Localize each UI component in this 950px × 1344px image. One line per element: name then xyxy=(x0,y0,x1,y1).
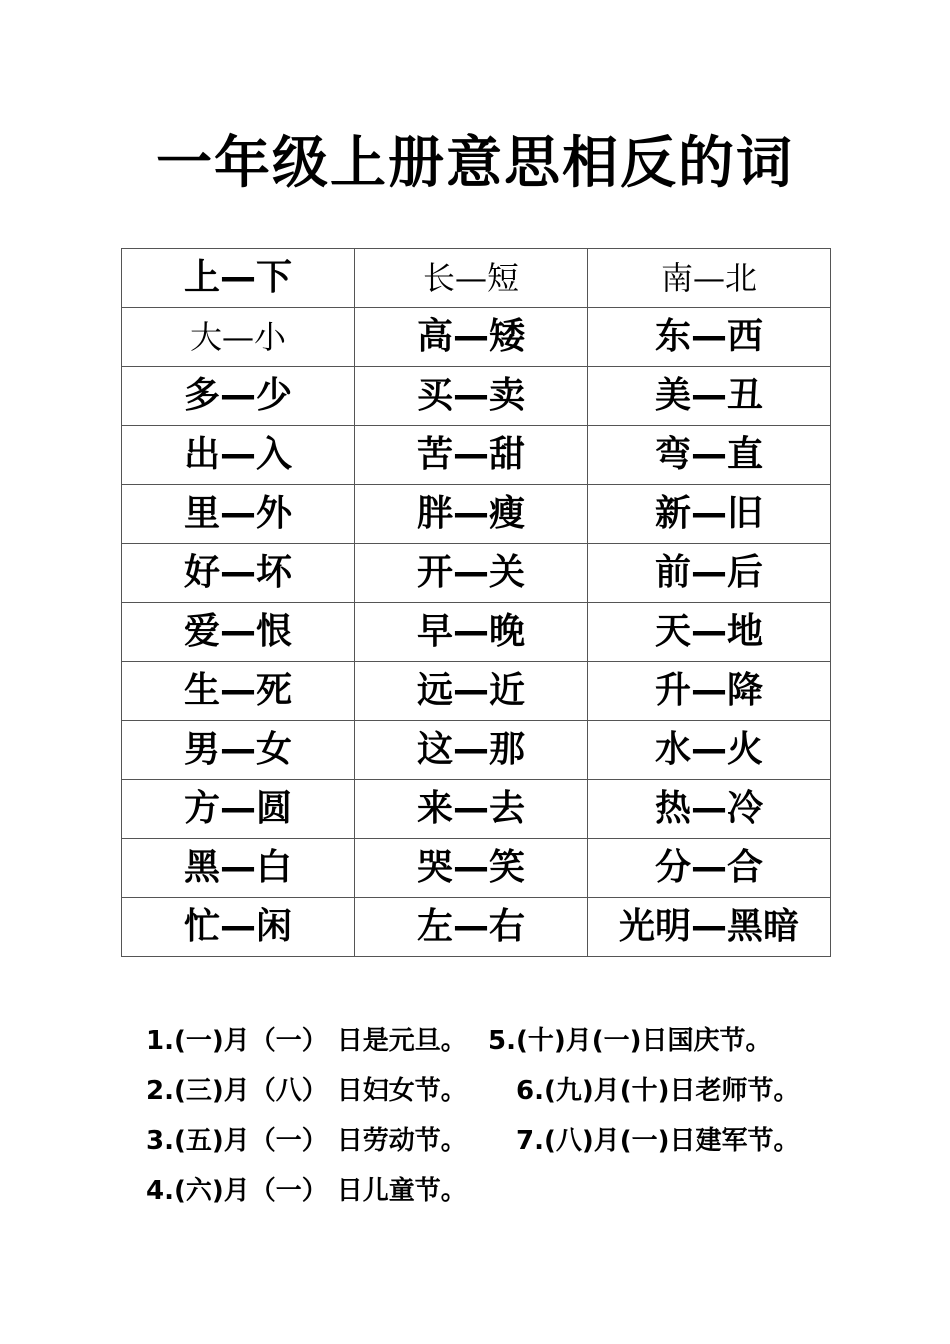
table-row xyxy=(122,249,831,308)
table-cell: 生—死 xyxy=(122,662,355,721)
table-row xyxy=(122,780,831,839)
table-row xyxy=(122,603,831,662)
table-cell: 光明—黑暗 xyxy=(588,898,831,957)
table-cell: 黑—白 xyxy=(122,839,355,898)
table-row xyxy=(122,426,831,485)
note-text: 4.(六)月（一） 日儿童节。 xyxy=(146,1176,467,1206)
table-cell: 东—西 xyxy=(588,308,831,367)
table-row xyxy=(122,898,831,957)
table-cell: 男—女 xyxy=(122,721,355,780)
table-cell: 长—短 xyxy=(355,249,588,308)
table-row xyxy=(122,544,831,603)
note-line xyxy=(146,1066,866,1116)
note-line xyxy=(146,1016,866,1066)
table-cell: 分—合 xyxy=(588,839,831,898)
note-text: 3.(五)月（一） 日劳动节。 xyxy=(146,1126,467,1156)
table-cell: 天—地 xyxy=(588,603,831,662)
table-row xyxy=(122,367,831,426)
table-cell: 升—降 xyxy=(588,662,831,721)
note-text: 6.(九)月(十)日老师节。 xyxy=(516,1076,800,1106)
table-row xyxy=(122,721,831,780)
table-cell: 胖—瘦 xyxy=(355,485,588,544)
note-text: 5.(十)月(一)日国庆节。 xyxy=(488,1026,772,1056)
table-cell: 多—少 xyxy=(122,367,355,426)
antonym-table xyxy=(121,248,831,957)
table-cell: 大—小 xyxy=(122,308,355,367)
note-line xyxy=(146,1166,866,1216)
table-row xyxy=(122,308,831,367)
table-cell: 前—后 xyxy=(588,544,831,603)
table-cell: 爱—恨 xyxy=(122,603,355,662)
table-cell: 苦—甜 xyxy=(355,426,588,485)
table-row xyxy=(122,839,831,898)
table-cell: 早—晚 xyxy=(355,603,588,662)
table-cell: 出—入 xyxy=(122,426,355,485)
holiday-notes xyxy=(146,1016,866,1216)
table-cell: 方—圆 xyxy=(122,780,355,839)
table-cell: 弯—直 xyxy=(588,426,831,485)
table-cell: 左—右 xyxy=(355,898,588,957)
table-row xyxy=(122,485,831,544)
table-cell: 南—北 xyxy=(588,249,831,308)
table-cell: 开—关 xyxy=(355,544,588,603)
table-cell: 热—冷 xyxy=(588,780,831,839)
table-cell: 高—矮 xyxy=(355,308,588,367)
note-text: 7.(八)月(一)日建军节。 xyxy=(516,1126,800,1156)
table-cell: 新—旧 xyxy=(588,485,831,544)
note-text: 2.(三)月（八） 日妇女节。 xyxy=(146,1076,467,1106)
table-cell: 水—火 xyxy=(588,721,831,780)
table-cell: 买—卖 xyxy=(355,367,588,426)
table-cell: 来—去 xyxy=(355,780,588,839)
table-cell: 好—坏 xyxy=(122,544,355,603)
page-title: 一年级上册意思相反的词 xyxy=(156,130,794,196)
table-row xyxy=(122,662,831,721)
table-cell: 美—丑 xyxy=(588,367,831,426)
table-cell: 上—下 xyxy=(122,249,355,308)
table-cell: 远—近 xyxy=(355,662,588,721)
note-line xyxy=(146,1116,866,1166)
table-cell: 忙—闲 xyxy=(122,898,355,957)
table-cell: 这—那 xyxy=(355,721,588,780)
table-cell: 哭—笑 xyxy=(355,839,588,898)
note-text: 1.(一)月（一） 日是元旦。 xyxy=(146,1026,467,1056)
table-cell: 里—外 xyxy=(122,485,355,544)
